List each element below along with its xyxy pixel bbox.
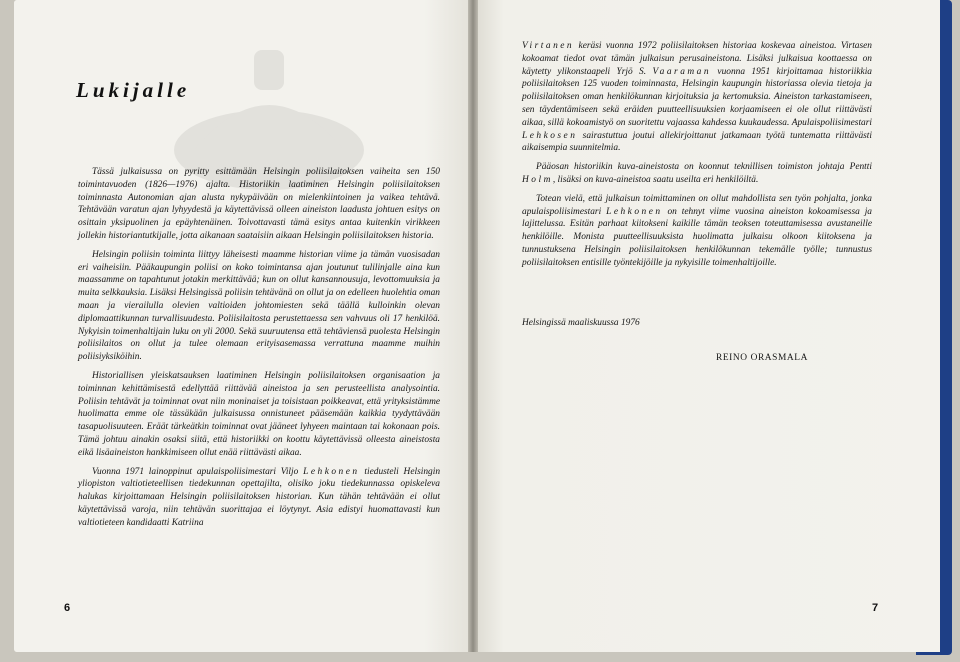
spaced-name: Virtanen <box>522 41 575 51</box>
spaced-name: Lehkonen <box>303 466 360 477</box>
paragraph <box>522 161 872 187</box>
page-heading: Lukijalle <box>76 78 191 102</box>
page-number-right: 7 <box>872 602 879 614</box>
spaced-name: Vaaraman <box>652 66 712 77</box>
left-page-text <box>78 166 440 536</box>
book-gutter <box>468 0 478 652</box>
paragraph <box>78 466 440 530</box>
spaced-name: Lehkosen <box>522 130 578 141</box>
text-run: Totean vielä, että julkaisun toimittaminen on ollut mahdollista sen työn pohjalta, jonka apulaispoliisimestari <box>522 193 872 217</box>
paragraph <box>522 193 872 270</box>
paragraph: Helsingin poliisin toiminta liittyy läheisesti maamme historian viime ja tämän vuosisadan eri vaiheisiin. Pääkaupungin poliisi on koko toimintansa ajan joutunut tulilinjalle aina kun maassamme on tapahtunut jotakin merkittävää; kun on ollut kansannousuja, levottomuuksia ja muita selkkauksia. Lisäksi Helsingissä poliisin tehtävänä on ollut ja on edelleen huolehtia oman maan ja vierailulla olevien valtioiden johtomiesten sekä täällä kulloinkin olevan diplomaattikunnan turvallisuudesta. Poliisilaitosta perustettaessa sen vahvuus oli 17 henkilöä. Nykyisin toimenhaltijain luku on yli 2000. Sekä suuruutensa että tehtäviensä puolesta Helsingin poliisilaitos on ollut ja tulee olemaan erityisasemassa verrattuna maamme muihin poliisiyksiköihin. <box>78 249 440 363</box>
right-page-text <box>522 40 872 276</box>
spaced-name: Holm <box>522 174 553 185</box>
spaced-name: Lehkonen <box>606 206 663 217</box>
text-run: on tehnyt viime vuosina aineiston kokoamisessa ja lajittelussa. Esitän parhaat kiitokseni kaikille tämän teoksen toteuttamisessa avustaneille henkilöille. Monista puutteellisuuksista huolimatta julkaisu olkoon kiitoksena ja tunnustuksena Helsingin poliisilaitoksen henkilökunnan tekemälle työlle; tunnustus poliisilaitoksen entisille työntekijöille ja nykyisille toimenhaltijoille. <box>522 206 872 268</box>
text-run: keräsi vuonna 1972 poliisilaitoksen historiaa koskevaa aineistoa. Virtasen kokoamat tiedot ovat tämän julkaisun perusaineistona. Lisäksi julkaisua koottaessa on käytetty ylikonstaapeli Yrjö S. <box>522 41 872 77</box>
paragraph: Tässä julkaisussa on pyritty esittämään Helsingin poliisilaitoksen vaiheita sen 150 toimintavuoden (1826—1976) ajalta. Historiikin laatiminen Helsingin poliisilaitoksen toiminnasta Autonomian ajan alusta nykypäivään on mielenkiintoinen ja vaikea tehtävä. Tehtävään varatun ajan lyhyydestä ja käytettävissä olleen aineiston laadusta johtuen esitys on osittain yksipuolinen ja epäyhtenäinen. Toivottavasti tämä esitys antaa kuitenkin virikkeen jollekin historiantutkijalle, jotta aikanaan saataisiin aikaan Helsingin poliisilaitoksen historia. <box>78 167 440 241</box>
text-run: sairastuttua joutui allekirjoittanut jatkamaan työtä tuntematta riittävästi aikaisempia suunnitelmia. <box>522 130 872 154</box>
place-date: Helsingissä maaliskuussa 1976 <box>522 318 640 328</box>
text-run: Pääosan historiikin kuva-aineistosta on koonnut teknillisen toimiston johtaja Pentti <box>536 162 872 173</box>
text-run: tiedusteli Helsingin yliopiston valtiotieteellisen tiedekunnan opettajilta, olisiko joku tiedekunnassa opiskeleva halukas kirjoittamaan Helsingin poliisilaitoksen historian. Kun tähän tehtävään ei ollut käytettävissä varoja, niin tehtävän suorittajaa ei löytynyt. Asia edistyi huomattavasti kun valtiotieteen kandidaatti Katriina <box>78 466 441 528</box>
page-number-left: 6 <box>64 602 71 614</box>
text-run: vuonna 1951 kirjoittamaa historiikkia poliisilaitoksen 125 vuoden toiminnasta, Helsingin kaupungin historiassa olevia tietoja ja poliisilaitoksen oman henkilökunnan kirjoituksia ja kertomuksia. Aineiston tarkastamiseen, sen täydentämiseen sekä eräiden puutteellisuuksien korjaamiseen ei ole ollut riittävästi aikaa, sillä kokoamistyö on suoritettu vajaassa kahdessa kuukaudessa. Apulaispoliisimestari <box>522 66 872 128</box>
signature-name: REINO ORASMALA <box>716 353 808 363</box>
text-run: Vuonna 1971 lainoppinut apulaispoliisimestari Viljo <box>92 466 304 477</box>
paragraph <box>522 40 872 155</box>
paragraph: Historiallisen yleiskatsauksen laatiminen Helsingin poliisilaitoksen organisaation ja toiminnan kehittämisestä edellyttää riittävää aineistoa ja sen perusteellista analysointia. Poliisin tehtävät ja toiminnat ovat niin moninaiset ja toisistaan poikkeavat, että yrityksistämme huolimatta emme ole tässäkään julkaisussa onnistuneet pääsemään kaikkia tyydyttävään tasapuolisuuteen. Eräät tärkeätkin toiminnat ovat jääneet lyhyeen maintaan tai kokonaan pois. Tämä johtuu ainakin osaksi siitä, että historiikki on koottu käytettävissä olleesta aineistosta eikä lisäaineiston hankkimiseen ollut enää riittävästi aikaa. <box>78 370 440 458</box>
text-run: , lisäksi on kuva-aineistoa saatu useilta eri henkilöiltä. <box>552 174 759 185</box>
